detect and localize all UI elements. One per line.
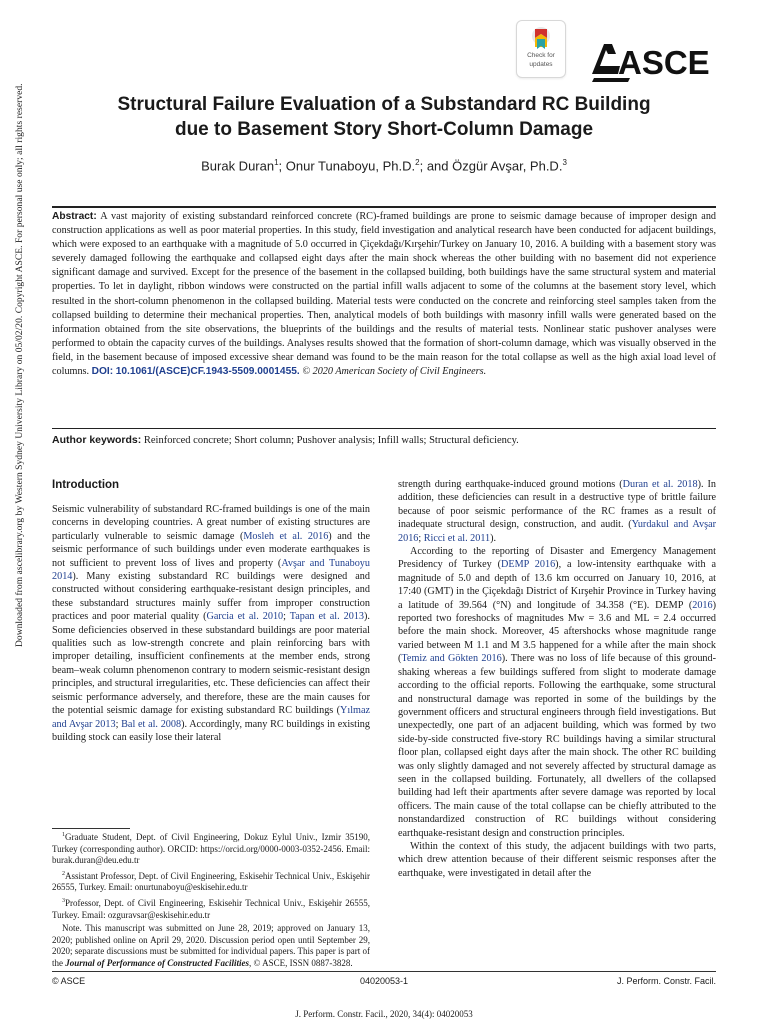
- left-column-body: [52, 503, 370, 744]
- body-text: ). Accordingly, many RC buildings in existing building stock can easily lose their lateral: [52, 718, 370, 743]
- body-text: ) and the seismic performance of such buildings under even moderate earthquakes is not sufficient to prevent loss of lives and property (: [52, 530, 370, 569]
- footer-rule: [52, 971, 716, 972]
- right-column-body: [398, 478, 716, 880]
- footnote-rule: [52, 828, 130, 829]
- footnote-mark: 3: [62, 897, 65, 904]
- bookmark-icon: [530, 25, 552, 51]
- author-affiliation-mark: 3: [562, 158, 567, 167]
- affiliation-footnote: [52, 896, 370, 921]
- footer-journal: J. Perform. Constr. Facil.: [616, 976, 716, 986]
- keywords-text: Reinforced concrete; Short column; Pushover analysis; Infill walls; Structural deficiency.: [143, 435, 519, 446]
- badge-line2: updates: [529, 60, 553, 68]
- body-text: Seismic vulnerability of substandard RC-framed buildings is one of the main concerns in developing countries. A great number of existing structures are particularly vulnerable to seismic damage (: [52, 504, 370, 542]
- author-name: Burak Duran: [201, 158, 275, 174]
- citation-link[interactable]: Avşar and Tunaboyu 2014: [52, 557, 370, 583]
- right-paragraph-3: [398, 840, 716, 880]
- abstract: [52, 210, 716, 379]
- footnote-text: Assistant Professor, Dept. of Civil Engineering, Eskisehir Technical Univ., Eskişehir 26555, Turkey. Email: onurtunaboyu@eskisehir.edu.tr: [52, 870, 370, 893]
- logo-text: ASCE: [618, 44, 710, 81]
- footnotes: [52, 830, 370, 972]
- citation-link[interactable]: Mosleh et al. 2016: [243, 530, 329, 542]
- abstract-copyright: © 2020 American Society of Civil Engineers.: [302, 366, 487, 378]
- citation-link[interactable]: Bal et al. 2008: [121, 718, 182, 730]
- body-text: ). Some deficiencies observed in these substandard buildings are poor material qualities such as low-strength concrete and plain reinforcing bars with improper detailing, insufficient confinements at the member ends, strong beam–weak column phenomenon contrary to modern seismic-resistant design principles, and structural irregularities, etc. These deficiencies can affect their seismic performance adversely, and therefore, these are the main causes for the potential seismic damage for existing substandard RC buildings (: [52, 611, 370, 717]
- keywords-label: Author keywords:: [52, 434, 142, 446]
- citation-link[interactable]: Yurdakul and Avşar 2016: [398, 519, 716, 544]
- title-line-2: due to Basement Story Short-Column Damage: [174, 119, 594, 140]
- body-text: ;: [283, 611, 290, 623]
- manuscript-note: Note. This manuscript was submitted on June 28, 2019; approved on January 13, 2020; published online on April 29, 2020. Discussion period open until September 29, 2020; separate discussions must be submitted for individual papers. This paper is part of the Journal of Performance of Constructed Facilities, © ASCE, ISSN 0887-3828.: [52, 923, 370, 968]
- author-keywords: [52, 434, 716, 446]
- author-affiliation-mark: 1: [274, 158, 279, 167]
- body-text: ). In addition, these deficiencies can result in a destructive type of brittle failure because of poor seismic performance of the RC frames as a result of inadequate structural design, construction, and audit. (: [398, 479, 716, 531]
- abstract-label: Abstract:: [52, 211, 97, 222]
- body-text: ), a low-intensity earthquake with a magnitude of 5.0 and depth of 13.6 km occurred on January 10, 2016, at 17:40 (GMT) in the Çiçekdağı District of Kırşehir Province in Turkey having a latitude of 39.564 (°N) and longitude of 34.358 (°E). DEMP (: [398, 559, 716, 611]
- citation-link[interactable]: Yılmaz and Avşar 2013: [52, 705, 370, 730]
- check-for-updates-badge[interactable]: [516, 20, 566, 78]
- body-text: ) reported two foreshocks of magnitudes Mw = 3.6 and ML = 2.4 occurred before the main shock. Moreover, 45 aftershocks whose magnitude range varied between M 1.1 and M 3.5 happened for a while after the main shock (: [398, 599, 716, 665]
- affiliation-footnote: [52, 830, 370, 867]
- body-text: ). Many existing substandard RC buildings were designed and constructed without considering earthquake-resistant design principles, and these substandard structures mainly suffer from improper construction practices and poor material quality (: [52, 571, 370, 623]
- affiliation-footnote: [52, 869, 370, 894]
- footnote-mark: 2: [62, 870, 65, 877]
- body-text: ).: [490, 532, 497, 544]
- citation-link[interactable]: DEMP 2016: [501, 559, 556, 571]
- body-text: ;: [115, 718, 122, 730]
- title-line-1: Structural Failure Evaluation of a Substandard RC Building: [117, 94, 651, 115]
- abstract-top-rule: [52, 206, 716, 208]
- right-paragraph-2: [398, 545, 716, 840]
- right-paragraph-1: [398, 478, 716, 545]
- keywords-top-rule: [52, 428, 716, 429]
- asce-logo: [590, 38, 720, 82]
- author-separator: ;: [278, 158, 286, 174]
- doi-link[interactable]: 10.1061/(ASCE)CF.1943-5509.0001455.: [115, 366, 300, 378]
- download-notice: Downloaded from ascelibrary.org by Western Sydney University Library on 05/02/20. Copyright ASCE. For personal use only; all rights reserved.: [15, 83, 25, 647]
- section-heading-introduction: Introduction: [52, 479, 120, 491]
- footer-copyright: © ASCE: [52, 976, 86, 986]
- author-name: Özgür Avşar, Ph.D.: [452, 158, 563, 174]
- paper-title: [40, 92, 728, 142]
- citation-link[interactable]: 2016: [692, 599, 713, 611]
- body-text: According to the reporting of Disaster and Emergency Management Presidency of Turkey (: [398, 546, 716, 571]
- body-text: Within the context of this study, the adjacent buildings with two parts, which drew attention because of their different seismic responses after the earthquake, were investigated in detail after the: [398, 840, 716, 879]
- author-affiliation-mark: 2: [415, 158, 420, 167]
- citation-link[interactable]: Garcia et al. 2010: [206, 611, 284, 623]
- footnote-mark: 1: [62, 832, 65, 838]
- citation-link[interactable]: Tapan et al. 2013: [289, 611, 365, 623]
- author-separator: ; and: [419, 158, 453, 174]
- author-name: Onur Tunaboyu, Ph.D.: [285, 158, 416, 174]
- body-text: strength during earthquake-induced ground motions (: [398, 479, 623, 490]
- journal-name: Journal of Performance of Constructed Facilities: [65, 957, 250, 968]
- citation-link[interactable]: Ricci et al. 2011: [423, 532, 491, 544]
- body-text: ). There was no loss of life because of this ground-shaking whereas a few buildings suffered from slight to moderate damage according to the official reports. Following the earthquake, some structural and nonstructural damage was reported in some of the buildings by the government officers and structural engineers through field investigations. But unexpectedly, one part of an adjacent building, which was formed by two side-by-side constructed five-story RC buildings having a similar structural floor plan, collapsed eight days after the main shock. The other RC building was only slightly damaged and not severely affected by structural damage as seen in the collapsed building. Fortunately, all dwellers of the collapsed building had left their apartments after severe damage was reported by local officers. The main cause of the total collapse can be chiefly attributed to the nonstandardized construction of RC buildings without considering earthquake-resistant design and construction principles.: [398, 653, 716, 839]
- footer-page-id: 04020053-1: [359, 976, 409, 986]
- footnote-text: Graduate Student, Dept. of Civil Engineering, Dokuz Eylul Univ., Izmir 35190, Turkey (corresponding author). ORCID: https://orcid.org/0000-0003-0352-2456. Email: burak.duran@deu.edu.tr: [52, 832, 370, 866]
- doi-label: DOI:: [91, 366, 114, 378]
- authors: [40, 158, 728, 173]
- citation-line: J. Perform. Constr. Facil., 2020, 34(4): 04020053: [295, 1009, 473, 1019]
- footnote-text: Professor, Dept. of Civil Engineering, Eskisehir Technical Univ., Eskişehir 26555, Turkey. Email: ozguravsar@eskisehir.edu.tr: [52, 897, 370, 920]
- abstract-text: A vast majority of existing substandard reinforced concrete (RC)-framed buildings are prone to seismic damage because of improper design and construction applications as well as poor material properties. In this study, field investigation and analytical research have been conducted for adjacent buildings, which were exposed to an earthquake with a magnitude of 5.0 occurred in Çiçekdağı/Kırşehir/Turkey on January 10, 2016. A building with a basement story was severely damaged following the earthquake and collapsed eight days after the main shock whereas the other building with no basement did not experience significant damage and survived. Except for the presence of the basement in the collapsed building, both buildings have the same structural system and material properties. To let in daylight, ribbon windows were constructed on the partial infill walls adjacent to some of the columns at the basement story level, which resulted in the short-column phenomenon in the collapsed building. Material tests were conducted on the concrete and reinforcing steel samples taken from the collapsed building to determine their mechanical properties. Then, analytical models of both buildings with masonry infill walls were generated based on the information obtained from the site observations, the blueprints of the buildings and the results of material tests. Nonlinear static pushover analyses were performed to obtain the capacity curves of the buildings. Analyses results showed that the formation of short-column damage, which was visually observed in the field, in the basement because of imposed excessive shear demand was found to be the main reason for the total collapse as well as the high axial load level of columns.: [52, 211, 717, 378]
- citation-link[interactable]: Duran et al. 2018: [622, 479, 698, 490]
- badge-line1: Check for: [527, 52, 555, 59]
- body-text: ;: [418, 532, 424, 544]
- citation-link[interactable]: Temiz and Gökten 2016: [401, 653, 502, 665]
- intro-paragraph-1: [52, 503, 370, 744]
